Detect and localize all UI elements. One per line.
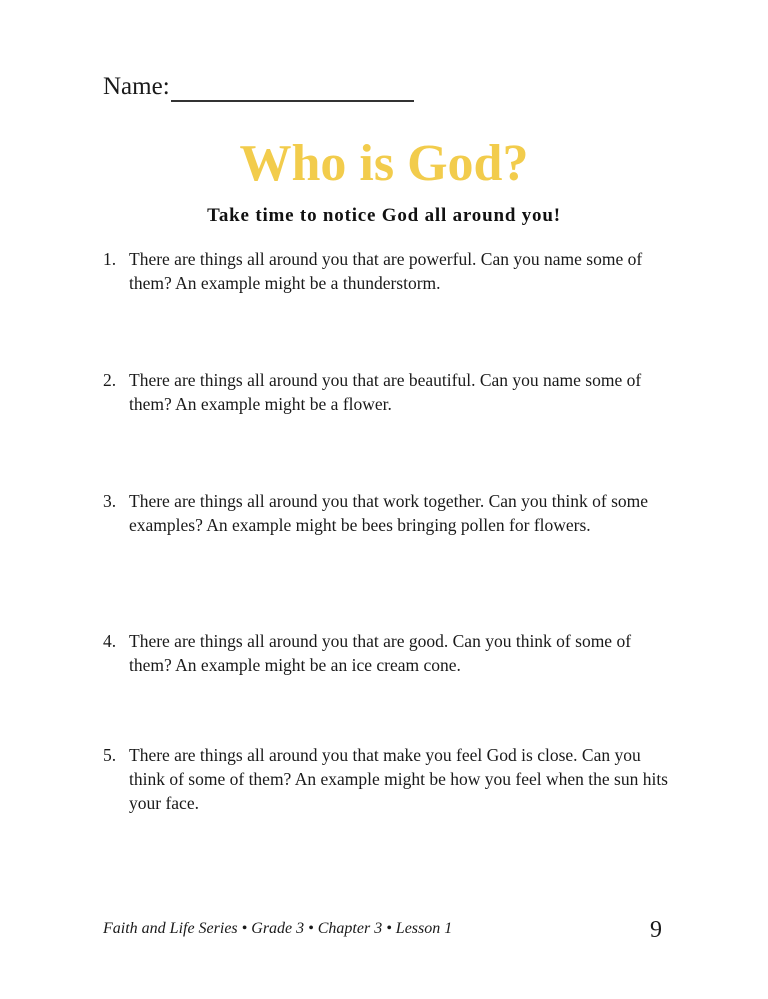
question-number: 2. [103, 370, 117, 390]
question-item [103, 743, 673, 815]
question-item [103, 629, 673, 677]
question-number: 5. [103, 745, 117, 765]
question-text: There are things all around you that are powerful. Can you name some of them? An example might be a thunderstorm. [129, 249, 643, 293]
question-number: 4. [103, 631, 117, 651]
question-item [103, 489, 673, 537]
page-title: Who is God? [239, 135, 529, 192]
name-field [103, 72, 414, 102]
question-text: There are things all around you that make you feel God is close. Can you think of some of them? An example might be how you feel when the sun hits your face. [129, 745, 668, 813]
footer-series-text: Faith and Life Series • Grade 3 • Chapter 3 • Lesson 1 [103, 920, 453, 937]
question-text: There are things all around you that are beautiful. Can you name some of them? An example might be a flower. [129, 370, 642, 414]
question-text: There are things all around you that work together. Can you think of some examples? An example might be bees bringing pollen for flowers. [129, 491, 649, 535]
question-number: 1. [103, 249, 117, 269]
question-item [103, 247, 673, 295]
question-item [103, 368, 673, 416]
page-subtitle: Take time to notice God all around you! [207, 205, 561, 226]
page-number: 9 [650, 917, 662, 943]
name-label: Name: [103, 73, 170, 100]
question-text: There are things all around you that are good. Can you think of some of them? An example might be an ice cream cone. [129, 631, 632, 675]
question-number: 3. [103, 491, 117, 511]
name-blank-line[interactable] [171, 72, 414, 102]
